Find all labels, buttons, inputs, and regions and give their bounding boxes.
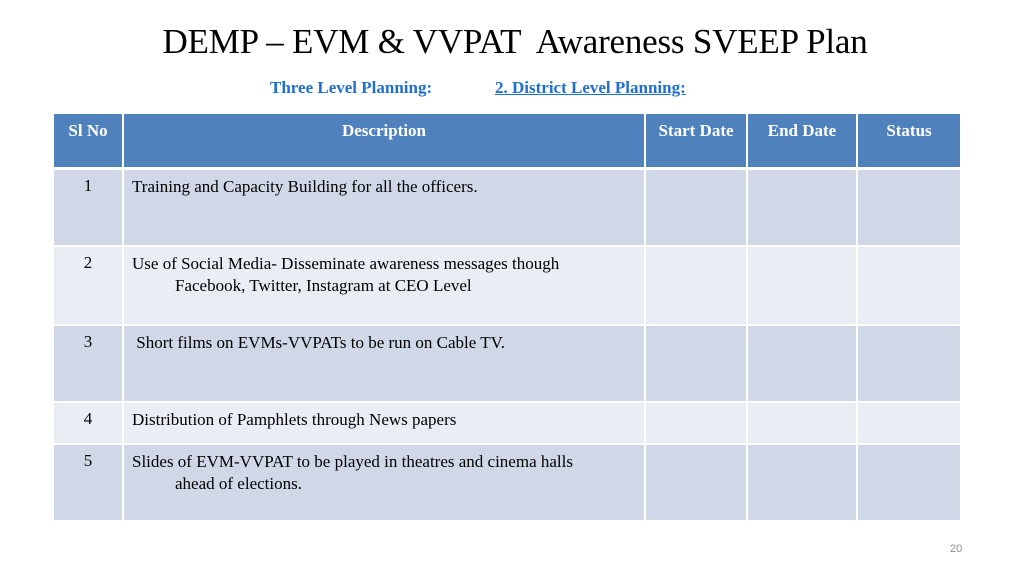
- subtitle-three-level-planning: Three Level Planning:: [270, 78, 433, 97]
- subtitle-district-level-planning: 2. District Level Planning:: [495, 78, 686, 97]
- start-date-cell: [645, 168, 747, 246]
- description-text: Slides of EVM-VVPAT to be played in theatres and cinema halls: [132, 452, 573, 471]
- sl-no-cell: 5: [53, 444, 123, 521]
- status-cell: [857, 444, 961, 521]
- table-header-row: [53, 113, 961, 168]
- status-cell: [857, 402, 961, 444]
- description-cell: [123, 402, 645, 444]
- end-date-cell: [747, 402, 857, 444]
- description-cell: [123, 325, 645, 402]
- end-date-cell: [747, 325, 857, 402]
- header-status: Status: [857, 113, 961, 168]
- status-cell: [857, 246, 961, 325]
- table-row: [53, 246, 961, 325]
- start-date-cell: [645, 444, 747, 521]
- status-cell: [857, 168, 961, 246]
- sl-no-cell: 2: [53, 246, 123, 325]
- table-row: [53, 444, 961, 521]
- slide-title: DEMP – EVM & VVPAT Awareness SVEEP Plan: [162, 22, 868, 61]
- sl-no-cell: 3: [53, 325, 123, 402]
- sl-no-cell: 4: [53, 402, 123, 444]
- description-text-continued: ahead of elections.: [175, 474, 302, 493]
- end-date-cell: [747, 246, 857, 325]
- sl-no-cell: 1: [53, 168, 123, 246]
- description-text: Short films on EVMs-VVPATs to be run on Cable TV.: [132, 333, 505, 352]
- start-date-cell: [645, 246, 747, 325]
- description-cell: [123, 168, 645, 246]
- header-description: Description: [123, 113, 645, 168]
- description-text: Training and Capacity Building for all the officers.: [132, 176, 478, 196]
- header-sl-no: Sl No: [53, 113, 123, 168]
- plan-table: [52, 112, 962, 522]
- end-date-cell: [747, 444, 857, 521]
- start-date-cell: [645, 325, 747, 402]
- table-row: [53, 325, 961, 402]
- status-cell: [857, 325, 961, 402]
- header-start-date: Start Date: [645, 113, 747, 168]
- description-text-continued: Facebook, Twitter, Instagram at CEO Level: [175, 276, 472, 295]
- header-end-date: End Date: [747, 113, 857, 168]
- table-row: [53, 168, 961, 246]
- description-cell: [123, 444, 645, 521]
- description-cell: [123, 246, 645, 325]
- description-text: Use of Social Media- Disseminate awareness messages though: [132, 254, 560, 273]
- table-row: [53, 402, 961, 444]
- start-date-cell: [645, 402, 747, 444]
- end-date-cell: [747, 168, 857, 246]
- page-number: 20: [950, 543, 963, 555]
- description-text: Distribution of Pamphlets through News papers: [132, 410, 457, 429]
